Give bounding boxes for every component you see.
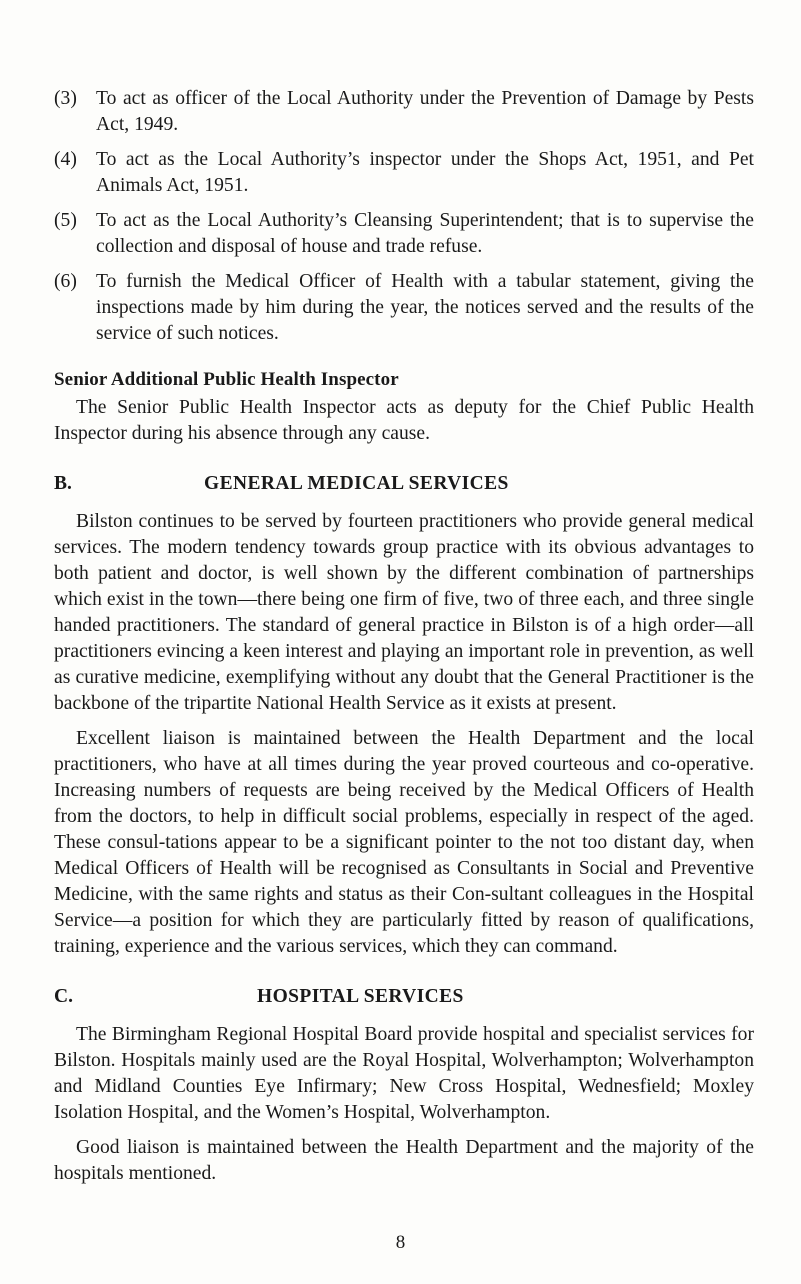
duty-item-4	[54, 147, 754, 199]
item-text: To act as officer of the Local Authority under the Prevention of Damage by Pests Act, 1949.	[96, 88, 754, 135]
duty-item-6	[54, 269, 754, 347]
hospital-services-paragraph: The Birmingham Regional Hospital Board provide hospital and specialist services for Bilston. Hospitals mainly used are the Royal Hospital, Wolverhampton; Wolverhampton and Midland Counties Eye Infirmary; New Cross Hospital, Wednesfield; Moxley Isolation Hospital, and the Women’s Hospital, Wolverhampton.	[54, 1024, 754, 1123]
section-c-heading	[54, 984, 754, 1010]
section-title: HOSPITAL SERVICES	[257, 986, 464, 1007]
section-title: GENERAL MEDICAL SERVICES	[204, 473, 509, 494]
senior-inspector-heading: Senior Additional Public Health Inspector	[54, 369, 399, 390]
item-number: (6)	[54, 271, 77, 292]
general-medical-paragraph: Bilston continues to be served by fourteen practitioners who provide general medical services. The modern tendency towards group practice with its obvious advantages to both patient and doctor, is well shown by the different combination of partnerships which exist in the town—there being one firm of five, two of three each, and three single handed practitioners. The standard of general practice in Bilston is of a high order—all practitioners evincing a keen interest and playing an important role in prevention, as well as curative medicine, exemplifying without any doubt that the General Practitioner is the backbone of the tripartite National Health Service as it exists at present.	[54, 511, 754, 714]
duty-item-5	[54, 208, 754, 260]
item-number: (4)	[54, 149, 77, 170]
page-number: 8	[395, 1232, 406, 1253]
section-b-heading	[54, 471, 754, 497]
item-number: (3)	[54, 88, 77, 109]
page-content	[54, 86, 754, 1196]
liaison-paragraph: Excellent liaison is maintained between the Health Department and the local practitioners, who have at all times during the year proved courteous and co-operative. Increasing numbers of requests are being received by the Medical Officers of Health from the doctors, to help in difficult social problems, especially in respect of the aged. These consul-tations appear to be a significant pointer to the not too distant day, when Medical Officers of Health will be recognised as Consultants in Social and Preventive Medicine, with the same rights and status as their Con-sultant colleagues in the Hospital Service—a position for which they are particularly fitted by reason of qualifications, training, experience and the various services, which they can command.	[54, 728, 754, 957]
hospital-liaison-paragraph: Good liaison is maintained between the Health Department and the majority of the hospitals mentioned.	[54, 1137, 754, 1184]
item-text: To furnish the Medical Officer of Health with a tabular statement, giving the inspections made by him during the year, the notices served and the results of the service of such notices.	[96, 271, 754, 344]
item-text: To act as the Local Authority’s inspector under the Shops Act, 1951, and Pet Animals Act, 1951.	[96, 149, 754, 196]
section-letter: B.	[54, 473, 72, 494]
duty-item-3	[54, 86, 754, 138]
item-text: To act as the Local Authority’s Cleansing Superintendent; that is to supervise the collection and disposal of house and trade refuse.	[96, 210, 754, 257]
section-letter: C.	[54, 986, 73, 1007]
senior-inspector-paragraph: The Senior Public Health Inspector acts as deputy for the Chief Public Health Inspector during his absence through any cause.	[54, 397, 754, 444]
item-number: (5)	[54, 210, 77, 231]
